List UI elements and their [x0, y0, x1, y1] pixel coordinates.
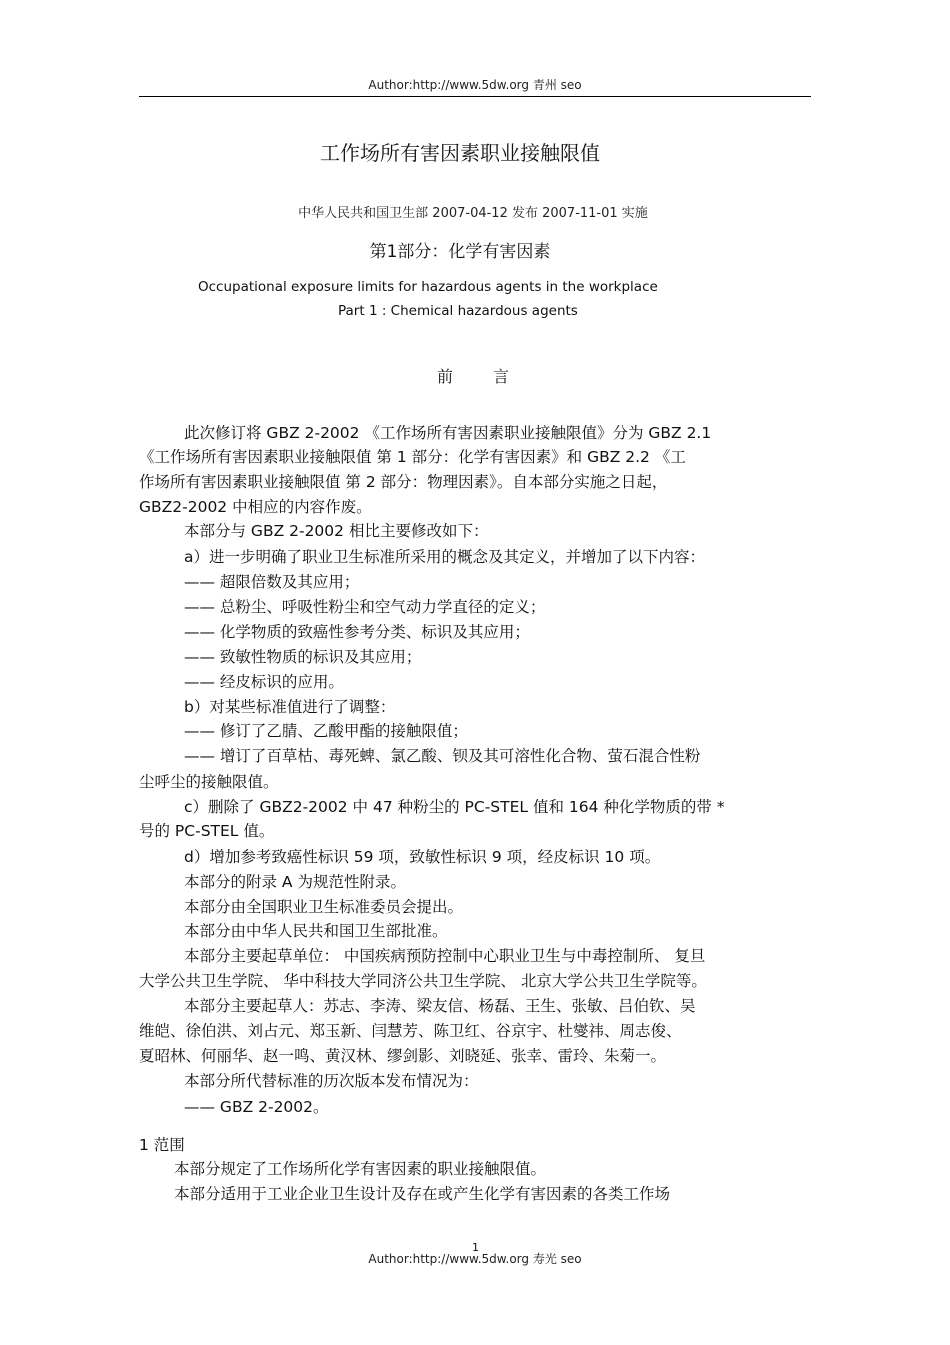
body-line: d）增加参考致癌性标识 59 项，致敏性标识 9 项，经皮标识 10 项。 [184, 848, 661, 866]
preface-heading: 前言 [437, 367, 550, 386]
english-title: Occupational exposure limits for hazardous agents in the workplace [198, 279, 658, 295]
body-line: —— 超限倍数及其应用； [184, 573, 360, 591]
header-divider [139, 96, 811, 97]
body-line: —— 化学物质的致癌性参考分类、标识及其应用； [184, 623, 530, 641]
body-line: c）删除了 GBZ2-2002 中 47 种粉尘的 PC-STEL 值和 164 种化学物质的带 * [184, 798, 725, 816]
body-line: 大学公共卫生学院、 华中科技大学同济公共卫生学院、 北京大学公共卫生学院等。 [139, 972, 707, 990]
body-line: 本部分由中华人民共和国卫生部批准。 [184, 922, 448, 940]
issuer-line: 中华人民共和国卫生部 2007-04-12 发布 2007-11-01 实施 [298, 206, 648, 221]
body-line: b）对某些标准值进行了调整： [184, 698, 396, 716]
body-line: —— 总粉尘、呼吸性粉尘和空气动力学直径的定义； [184, 598, 546, 616]
body-line: 本部分所代替标准的历次版本发布情况为： [184, 1072, 479, 1090]
body-line: 本部分主要起草人：苏志、李涛、梁友信、杨磊、王生、张敏、吕伯钦、吴 [184, 997, 696, 1015]
page-number: 1 [472, 1241, 479, 1254]
body-line: 夏昭林、何丽华、赵一鸣、黄汉林、缪剑影、刘晓延、张幸、雷玲、朱菊一。 [139, 1047, 667, 1065]
body-line: 本部分主要起草单位： 中国疾病预防控制中心职业卫生与中毒控制所、 复旦 [184, 947, 706, 965]
body-line: —— 经皮标识的应用。 [184, 673, 344, 691]
body-line: —— 增订了百草枯、毒死蜱、氯乙酸、钡及其可溶性化合物、萤石混合性粉 [184, 747, 701, 765]
body-line: a）进一步明确了职业卫生标准所采用的概念及其定义，并增加了以下内容： [184, 548, 706, 566]
body-line: 本部分规定了工作场所化学有害因素的职业接触限值。 [174, 1160, 547, 1178]
page-footer: Author:http://www.5dw.org 寿光 seo [368, 1252, 582, 1266]
body-line: —— GBZ 2-2002。 [184, 1098, 329, 1116]
part-title: 第1部分：化学有害因素 [369, 242, 551, 262]
body-line: —— 修订了乙腈、乙酸甲酯的接触限值； [184, 722, 468, 740]
body-line: 尘呼尘的接触限值。 [139, 773, 279, 791]
body-line: GBZ2-2002 中相应的内容作废。 [139, 498, 372, 516]
document-title: 工作场所有害因素职业接触限值 [320, 141, 600, 165]
body-line: 本部分适用于工业企业卫生设计及存在或产生化学有害因素的各类工作场 [174, 1185, 671, 1203]
section-heading: 1 范围 [139, 1136, 185, 1154]
body-line: 《工作场所有害因素职业接触限值 第 1 部分：化学有害因素》和 GBZ 2.2 《工 [139, 448, 686, 466]
body-line: 本部分由全国职业卫生标准委员会提出。 [184, 898, 464, 916]
body-line: 本部分与 GBZ 2-2002 相比主要修改如下： [184, 522, 489, 540]
body-line: 号的 PC-STEL 值。 [139, 822, 275, 840]
body-line: 维皑、徐伯洪、刘占元、郑玉新、闫慧芳、陈卫红、谷京宇、杜燮祎、周志俊、 [139, 1022, 682, 1040]
body-line: 本部分的附录 A 为规范性附录。 [184, 873, 406, 891]
page-header: Author:http://www.5dw.org 青州 seo [368, 78, 582, 92]
body-line: 作场所有害因素职业接触限值 第 2 部分：物理因素》。自本部分实施之日起， [139, 473, 668, 491]
body-line: —— 致敏性物质的标识及其应用； [184, 648, 422, 666]
body-line: 此次修订将 GBZ 2-2002 《工作场所有害因素职业接触限值》分为 GBZ 2.1 [184, 424, 712, 442]
english-subtitle: Part 1 : Chemical hazardous agents [338, 303, 578, 319]
